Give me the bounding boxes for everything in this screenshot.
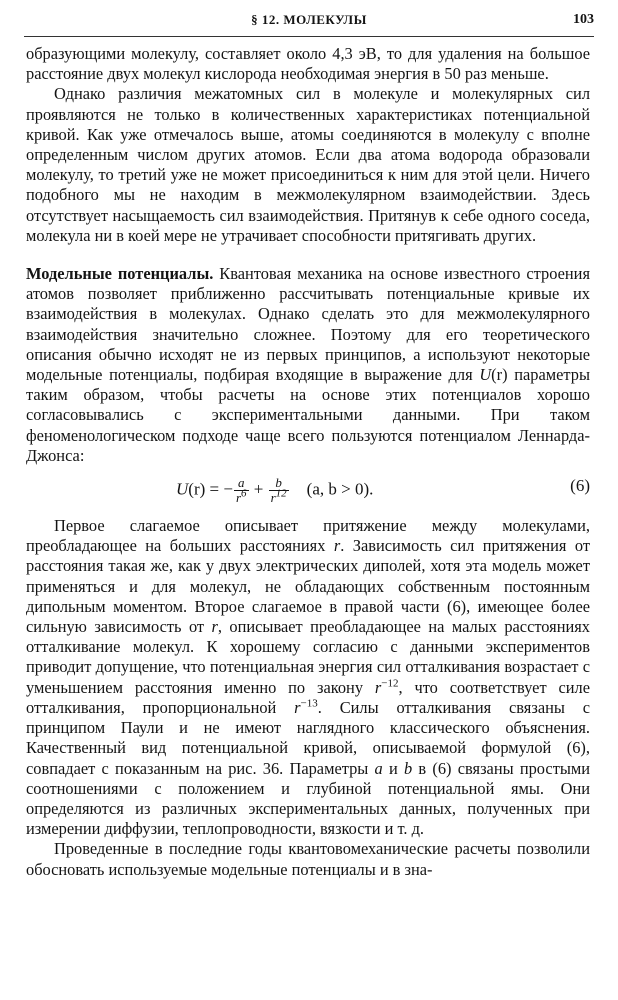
exponent-12: 12 [275,487,287,500]
equation-number: (6) [570,476,590,496]
fraction-b-over-r12 [269,476,289,505]
header-rule [24,36,594,37]
formula-plus: + [249,479,268,499]
symbol-U: U [479,365,492,385]
p3-text-b: параметры таким образом, чтобы расчеты на основе этих потенциалов хорошо согласовывались с экспериментальными данными. При таком феноменологическом подходе чаще всего пользуются потенциалом Леннарда-Джонса: [26,365,590,465]
page-body [26,44,590,880]
symbol-r: r [333,536,341,556]
paragraph-2: Однако различия межатомных сил в молекуле и молекулярных сил проявляются не только в количественных характеристиках потенциальной кривой. Как уже отмечалось выше, атомы соединяются в молекулу с вполне определенным числом других атомов. Если два атома водорода образовали молекулу, то третий уже не может присоединиться к ним для этой цели. Ничего подобного мы не находим в межмолекулярном взаимодействии. Здесь отсутствует насыщаемость сил взаимодействия. Притянув к себе одного соседа, молекула ни в коей мере не утрачивает способности притягивать других. [26,84,590,245]
symbol-r: r [211,617,218,637]
symbol-a: a [374,758,383,778]
formula-r-arg: (r) [188,479,206,499]
paragraph-lennard-jones: Первое слагаемое описывает притяжение между молекулами, преобладающее на больших расстояниях r. Зависимость сил притяжения от расстояния такая же, как у двух электрических диполей, хотя эта модель может применяться и для молекул, не обладающих собственным постоянным дипольным моментом. Второе слагаемое в правой части (6), имеющее более сильную зависимость от r, описывает преобладающее на малых расстояниях отталкивание молекул. К хорошему согласию с данными экспериментов приводит допущение, что потенциальная энергия сил отталкивания возрастает с уменьшением расстояния именно по закону $r^{-12}$, что соответствует силе отталкивания, пропорциональной $r^{-13}$. Силы отталкивания связаны с принципом Паули и не имеют наглядного классического объяснения. Качественный вид потенциальной кривой, описываемой формулой (6), совпадает с показанным на рис. 36. Параметры a и b в (6) связаны простыми соотношениями с положением и глубиной потенциальной ямы. Они определяются из различных экспериментальных данных, полученных при измерении диффузии, теплопроводности, вязкости и т. д. [26,516,591,839]
page-number: 103 [573,12,594,27]
numerator-b: b [269,476,289,491]
p3-text-a: Квантовая механика на основе известного строения атомов позволяет приближенно рассчитывать потенциальные кривые их взаимодействия в молекулах. Однако сделать это для межмолекулярного взаимодействия значительно сложнее. Поэтому для его теоретического описания обычно исходят не из первых принципов, а используют некоторые модельные потенциалы, подбирая входящие в выражение для [26,264,590,385]
formula-U: U [176,479,189,499]
formula-expression [176,476,373,505]
fraction-a-over-r6 [234,476,249,505]
symbol-r: r [294,697,301,717]
paragraph-model-potentials [26,264,590,466]
exponent-6: 6 [241,487,247,500]
formula-eq-minus: = − [205,479,233,499]
equation-6 [26,468,590,512]
exponent-minus-12: −12 [381,677,399,690]
running-header [24,12,594,38]
exponent-minus-13: −13 [300,697,318,710]
runin-heading: Модельные потенциалы. [26,264,214,284]
symbol-r: r [374,677,382,697]
denominator-r6: $r^6$ [235,487,247,506]
formula-condition: (a, b > 0). [306,479,374,499]
paragraph-1: образующими молекулу, составляет около 4,3 эВ, то для удаления на большое расстояние двух молекул кислорода необходимая энергия в 50 раз меньше. [26,44,590,84]
numerator-a: a [234,476,249,491]
denominator-r12: $r^{12}$ [270,487,287,506]
section-gap [26,246,590,264]
symbol-b: b [403,758,413,778]
symbol-of-r: (r) [491,365,508,385]
paragraph-last: Проведенные в последние годы квантовомеханические расчеты позволили обосновать используемые модельные потенциалы и в зна- [26,839,590,879]
section-title: § 12. МОЛЕКУЛЫ [251,12,367,27]
